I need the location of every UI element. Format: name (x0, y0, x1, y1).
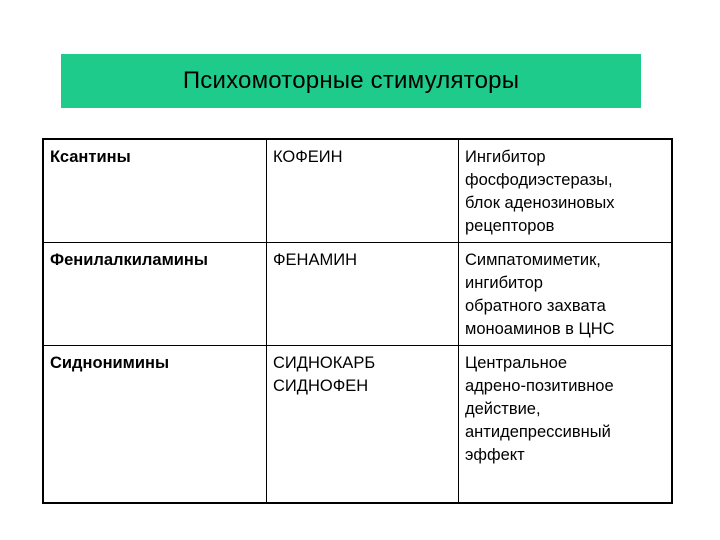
drug-class-label: Сиднонимины (50, 354, 170, 372)
mechanism-cell (459, 346, 673, 504)
mechanism-cell (459, 243, 673, 346)
mechanism-line: Ингибитор (465, 148, 546, 166)
drug-name: СИДНОФЕН (273, 377, 369, 395)
drug-class-label: Ксантины (50, 148, 131, 166)
table-row (43, 346, 672, 504)
mechanism-line: Центральное (465, 354, 568, 372)
drug-class-label: Фенилалкиламины (50, 251, 208, 269)
mechanism-line: блок аденозиновых (465, 194, 615, 212)
drug-name: КОФЕИН (273, 148, 343, 166)
drug-names-cell (267, 346, 459, 504)
mechanism-line: рецепторов (465, 217, 555, 235)
drug-names-cell (267, 139, 459, 243)
mechanism-line: обратного захвата (465, 297, 606, 315)
mechanism-line: антидепрессивный (465, 423, 611, 441)
mechanism-line: Симпатомиметик, (465, 251, 601, 269)
drug-class-cell (43, 139, 267, 243)
table-row (43, 243, 672, 346)
table-row (43, 139, 672, 243)
stimulants-table (42, 138, 673, 504)
mechanism-line: эффект (465, 446, 525, 464)
drug-class-cell (43, 346, 267, 504)
title-banner (61, 54, 641, 108)
drug-name: СИДНОКАРБ (273, 354, 376, 372)
mechanism-line: моноаминов в ЦНС (465, 320, 615, 338)
drug-name: ФЕНАМИН (273, 251, 357, 269)
drug-names-cell (267, 243, 459, 346)
mechanism-line: действие, (465, 400, 541, 418)
mechanism-cell (459, 139, 673, 243)
mechanism-line: фосфодиэстеразы, (465, 171, 613, 189)
page-title: Психомоторные стимуляторы (182, 67, 520, 94)
mechanism-line: адрено-позитивное (465, 377, 614, 395)
mechanism-line: ингибитор (465, 274, 543, 292)
drug-class-cell (43, 243, 267, 346)
